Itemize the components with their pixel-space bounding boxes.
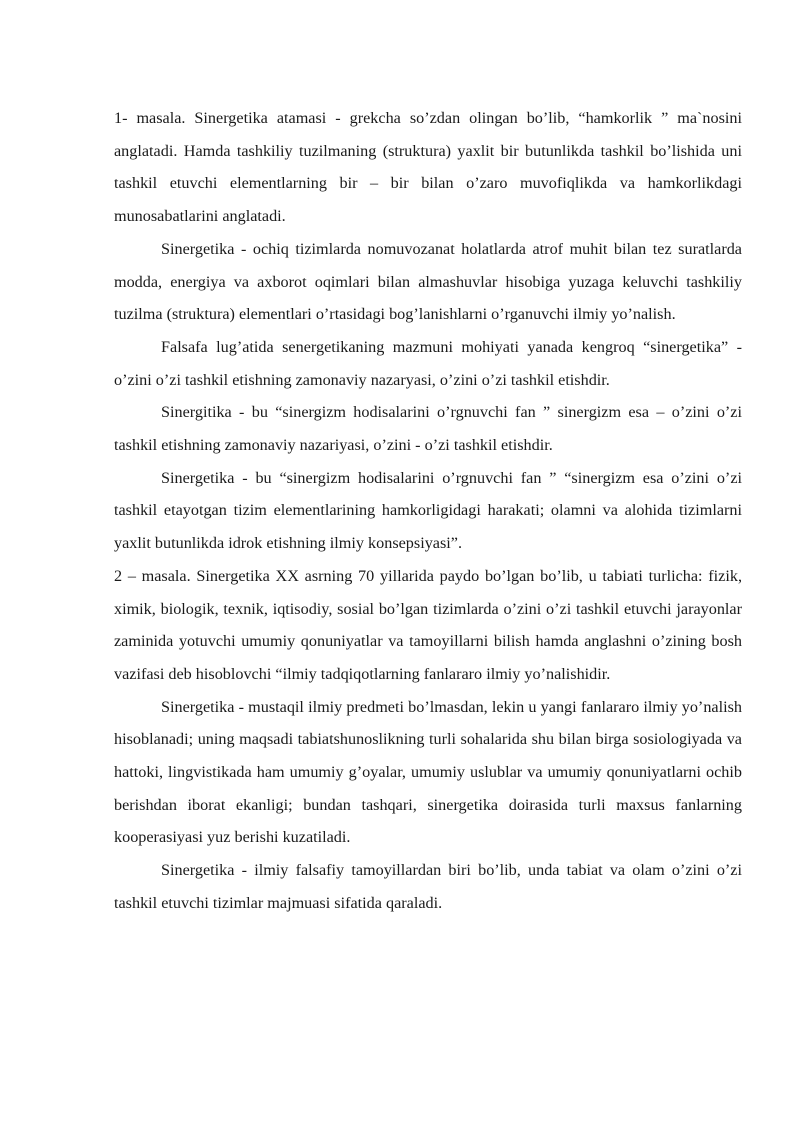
paragraph-masala-1: 1- masala. Sinergetika atamasi - grekcha so’zdan olingan bo’lib, “hamkorlik ” ma`nosini anglatadi. Hamda tashkiliy tuzilmaning (struktura) yaxlit bir butunlikda tashkil bo’lishida uni tashkil etuvchi elementlarning bir – bir bilan o’zaro muvofiqlikda va hamkorlikdagi munosabatlarini anglatadi. bbox=[114, 109, 742, 226]
paragraph-sinergetika-konsepsiya: Sinergetika - bu “sinergizm hodisalarini o’rgnuvchi fan ” “sinergizm esa o’zini o’zi tashkil etayotgan tizim elementlarining hamkorligidagi harakati; olamni va alohida tizimlarni yaxlit butunlikda idrok etishning ilmiy konsepsiyasi”. bbox=[114, 468, 742, 553]
paragraph-sinergetika-definition: Sinergetika - ochiq tizimlarda nomuvozanat holatlarda atrof muhit bilan tez suratlarda modda, energiya va axborot oqimlari bilan almashuvlar hisobiga yuzaga keluvchi tashkiliy tuzilma (struktura) elementlari o’rtasidagi bog’lanishlarni o’rganuvchi ilmiy yo’nalish. bbox=[114, 239, 742, 324]
paragraph-masala-2: 2 – masala. Sinergetika XX asrning 70 yillarida paydo bo’lgan bo’lib, u tabiati turlicha: fizik, ximik, biologik, texnik, iqtisodiy, sosial bo’lgan tizimlarda o’zini o’zi tashkil etuvchi jarayonlar zaminida yotuvchi umumiy qonuniyatlar va tamoyillarni bilish hamda anglashni o’zining bosh vazifasi deb hisoblovchi “ilmiy tadqiqotlarning fanlararo ilmiy yo’nalishidir. bbox=[114, 566, 742, 683]
paragraph-sinergetika-fanlararo: Sinergetika - mustaqil ilmiy predmeti bo’lmasdan, lekin u yangi fanlararo ilmiy yo’nalish hisoblanadi; uning maqsadi tabiatshunoslikning turli sohalarida shu bilan birga sosiologiyada va hattoki, lingvistikada ham umumiy g’oyalar, umumiy uslublar va umumiy qonuniyatlarni ochib berishdan iborat ekanligi; bundan tashqari, sinergetika doirasida turli maxsus fanlarning kooperasiyasi yuz berishi kuzatiladi. bbox=[114, 697, 742, 847]
paragraph-falsafa-lugati: Falsafa lug’atida senergetikaning mazmuni mohiyati yanada kengroq “sinergetika” - o’zini o’zi tashkil etishning zamonaviy nazaryasi, o’zini o’zi tashkil etishdir. bbox=[114, 337, 742, 389]
document-page bbox=[114, 102, 742, 920]
paragraph-sinergetika-falsafiy: Sinergetika - ilmiy falsafiy tamoyillardan biri bo’lib, unda tabiat va olam o’zini o’zi tashkil etuvchi tizimlar majmuasi sifatida qaraladi. bbox=[114, 861, 742, 912]
paragraph-sinergitika-sinergizm: Sinergitika - bu “sinergizm hodisalarini o’rgnuvchi fan ” sinergizm esa – o’zini o’zi tashkil etishning zamonaviy nazariyasi, o’zini - o’zi tashkil etishdir. bbox=[114, 403, 742, 455]
